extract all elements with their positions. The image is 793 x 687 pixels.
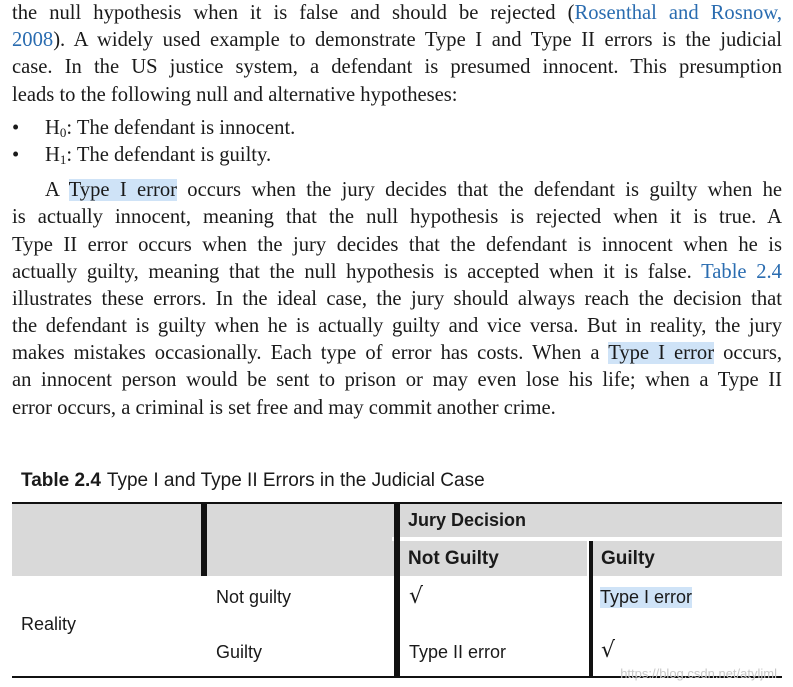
guilty-header: Guilty <box>601 548 655 569</box>
para1-line3: case. In the US justice system, a defendant is presumed innocent. This presumption <box>12 56 782 79</box>
type-i-error-cell: Type I error <box>600 587 693 607</box>
row-label-not-guilty: Not guilty <box>216 587 292 607</box>
bullet-icon: • <box>12 143 20 166</box>
check-icon: √ <box>409 584 424 609</box>
jury-decision-header: Jury Decision <box>408 510 527 530</box>
list-item: • $H_0$: The defendant is innocent. <box>12 115 782 142</box>
bullet-icon: • <box>12 116 20 139</box>
vertical-rule <box>201 502 207 576</box>
list-item: • $H_1$: The defendant is guilty. <box>12 142 782 169</box>
check-icon: √ <box>601 638 616 663</box>
judicial-errors-table <box>12 502 782 678</box>
highlight-type-i-error: Type I error <box>608 342 715 365</box>
vertical-rule <box>394 502 400 678</box>
table-caption: Table 2.4 Type I and Type II Errors in the Judicial Case <box>21 470 485 491</box>
table-reference-link[interactable]: Table 2.4 <box>701 260 782 283</box>
para2-line8: an innocent person would be sent to prison or may even lose his life; when a Type II <box>12 369 782 392</box>
reality-label: Reality <box>21 614 77 634</box>
para2-line7: makes mistakes occasionally. Each type of error has costs. When a Type I error occurs, <box>12 342 782 365</box>
not-guilty-header: Not Guilty <box>408 548 499 569</box>
para2-line9: error occurs, a criminal is set free and may commit another crime. <box>12 396 556 419</box>
para2-line4: actually guilty, meaning that the null hypothesis is accepted when it is false. Table 2.4 <box>12 260 782 283</box>
citation-year-link[interactable]: 2008 <box>12 29 54 52</box>
para1-line4: leads to the following null and alternative hypotheses: <box>12 83 458 106</box>
hypotheses-list <box>12 115 782 169</box>
citation-link[interactable]: Rosenthal and Rosnow, <box>574 2 782 24</box>
vertical-rule <box>589 541 593 678</box>
para1-line1: the null hypothesis when it is false and should be rejected (Rosenthal and Rosnow, <box>12 2 782 24</box>
watermark: https://blog.csdn.net/atyljml <box>620 666 777 681</box>
para2-line6: the defendant is guilty when he is actually guilty and vice versa. But in reality, the jury <box>12 315 782 338</box>
para2-line2: is actually innocent, meaning that the null hypothesis is rejected when it is true. A <box>12 206 782 229</box>
para2-line5: illustrates these errors. In the ideal case, the jury should always reach the decision that <box>12 287 782 310</box>
type-ii-error-cell: Type II error <box>409 642 507 662</box>
highlight-type-i-error: Type I error <box>68 179 177 202</box>
para2-line1: A Type I error occurs when the jury decides that the defendant is guilty when he <box>45 179 783 202</box>
row-label-guilty: Guilty <box>216 642 263 662</box>
body-text <box>12 0 782 422</box>
para2-line3: Type II error occurs when the jury decides that the defendant is innocent when he is <box>12 233 782 256</box>
para1-line2: 2008). A widely used example to demonstrate Type I and Type II errors is the judicial <box>12 29 782 52</box>
top-rule <box>12 502 782 504</box>
